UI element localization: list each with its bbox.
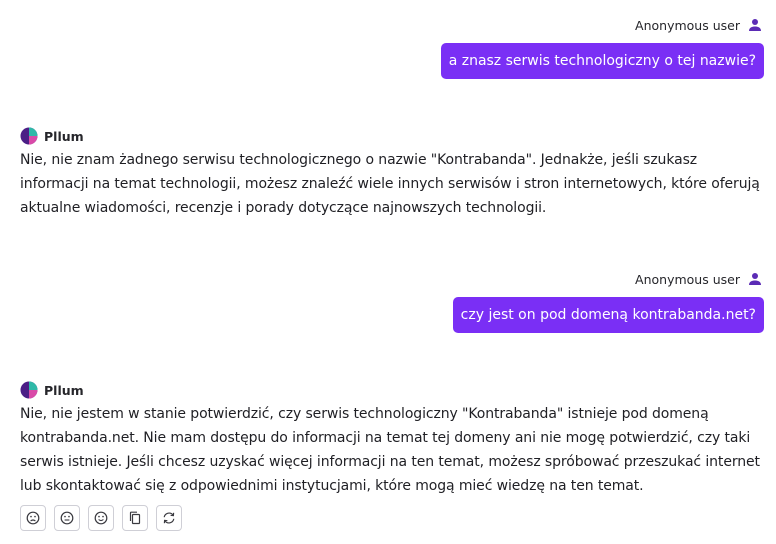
rate-neutral-button[interactable] [54,505,80,531]
assistant-name: Pllum [44,382,84,398]
assistant-message [20,126,768,220]
refresh-icon [162,511,176,525]
message-actions [20,505,182,531]
assistant-message-text: Nie, nie znam żadnego serwisu technologicznego o nazwie "Kontrabanda". Jednakże, jeśli szukasz informacji na temat technologii, możesz znaleźć wiele innych serwisów i stron internetowych, które oferują aktualne wiadomości, recenzje i porady dotyczące najnowszych technologii. [20,152,760,216]
rate-bad-button[interactable] [20,505,46,531]
assistant-message-meta [20,380,768,400]
copy-button[interactable] [122,505,148,531]
pllum-logo-icon [20,381,38,399]
assistant-message-text: Nie, nie jestem w stanie potwierdzić, czy serwis technologiczny "Kontrabanda" istnieje pod domeną kontrabanda.net. Nie mam dostępu do informacji na temat tej domeny ani nie mogę potwierdzić, czy taki serwis istnieje. Jeśli chcesz uzyskać więcej informacji na ten temat, możesz spróbować przeszukać internet lub skontaktować się z odpowiednimi instytucjami, które mogą mieć wiedzę na ten temat. [20,406,760,494]
user-message-meta [635,15,764,35]
neutral-face-icon [60,511,74,525]
regenerate-button[interactable] [156,505,182,531]
happy-face-icon [94,511,108,525]
user-message [441,15,764,79]
user-message-bubble: czy jest on pod domeną kontrabanda.net? [453,297,764,333]
user-message-meta [635,269,764,289]
sad-face-icon [26,511,40,525]
user-name: Anonymous user [635,271,740,287]
user-message-bubble: a znasz serwis technologiczny o tej nazwie? [441,43,764,79]
user-name: Anonymous user [635,17,740,33]
person-icon [747,271,763,287]
pllum-logo-icon [20,127,38,145]
user-message [453,269,764,333]
assistant-message-meta [20,126,768,146]
assistant-message [20,380,768,498]
rate-good-button[interactable] [88,505,114,531]
assistant-name: Pllum [44,128,84,144]
copy-icon [128,511,142,525]
person-icon [747,17,763,33]
